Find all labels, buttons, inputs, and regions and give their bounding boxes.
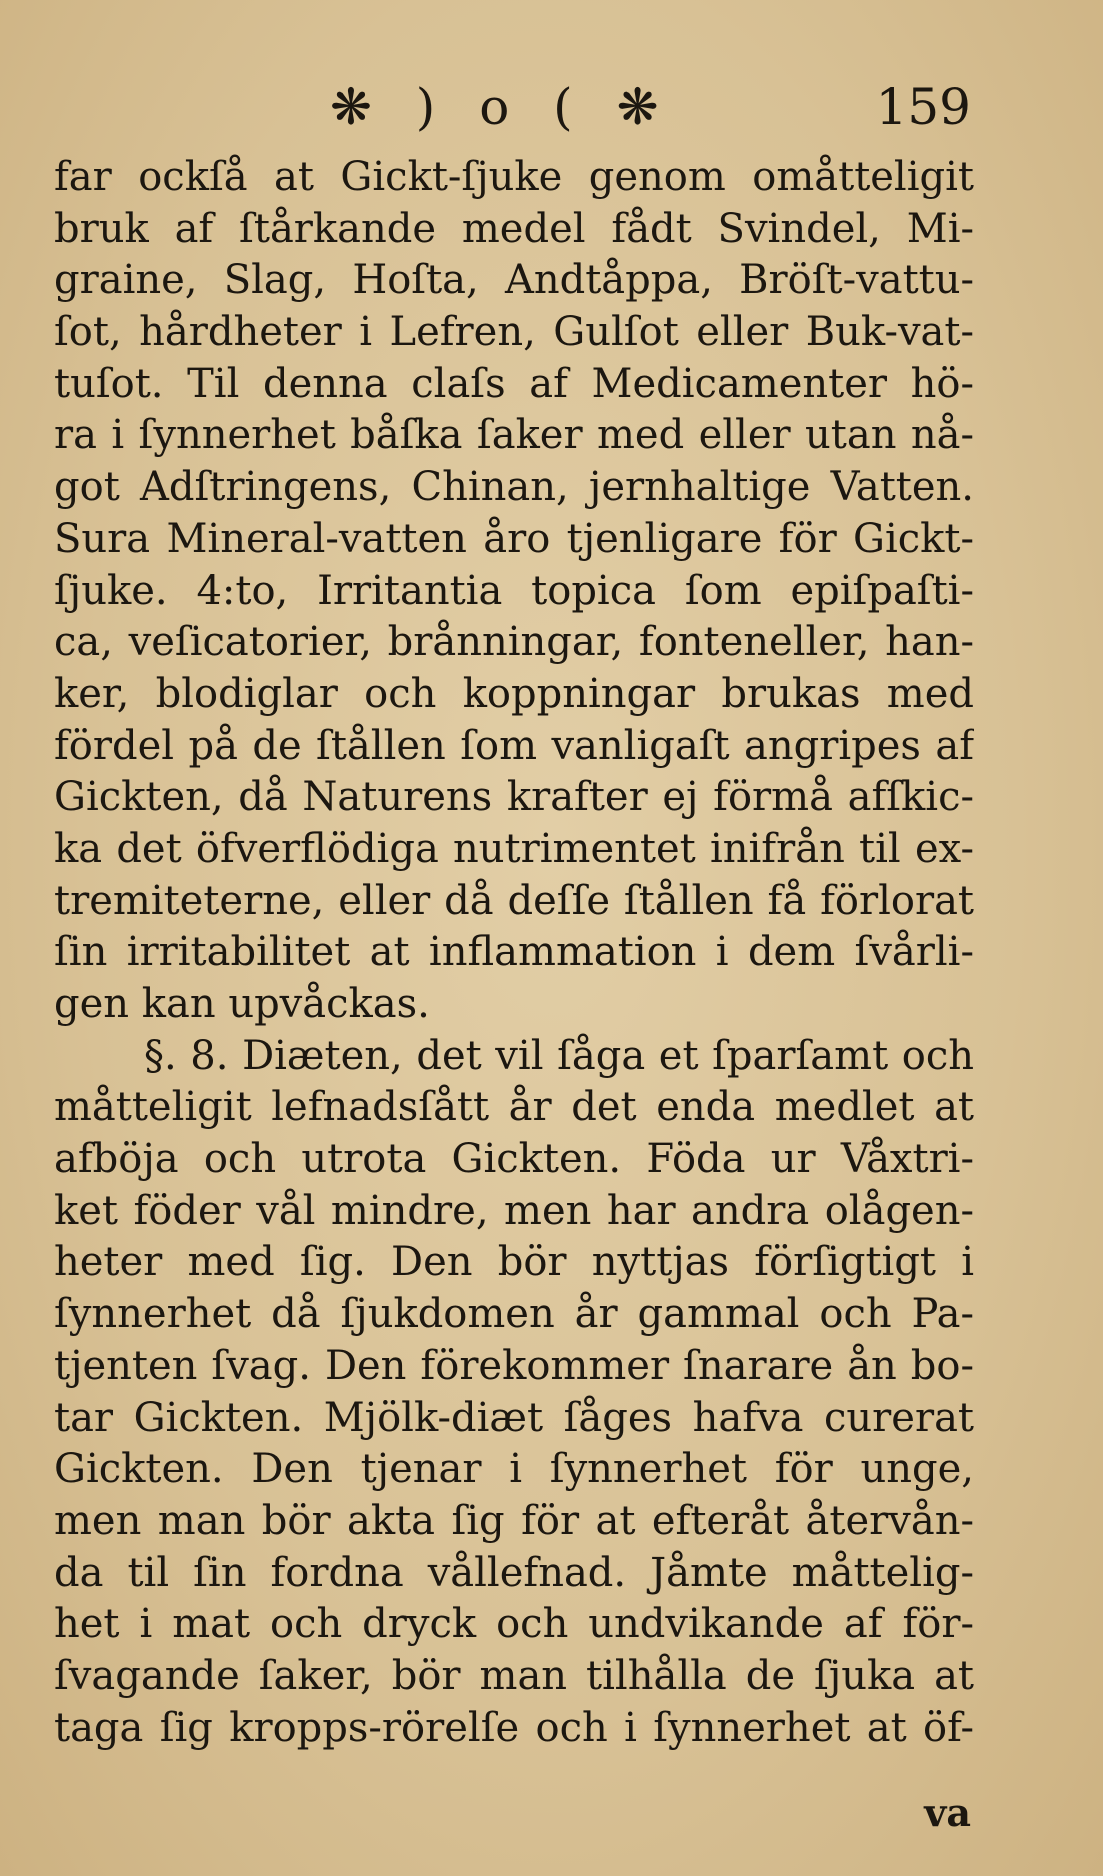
- text-line: far ockſå at Gickt-ſjuke genom omåtteligit: [54, 154, 974, 200]
- text-line: tuſot. Til denna claſs af Medicamenter hö-: [54, 360, 974, 407]
- text-line: ker, blodiglar och koppningar brukas med: [54, 670, 974, 717]
- text-line: ket föder vål mindre, men har andra olågen-: [54, 1187, 974, 1234]
- page-number: 159: [875, 78, 971, 136]
- text-line: ſin irritabilitet at inflammation i dem ſvårli-: [54, 929, 974, 976]
- text-line: men man bör akta ſig för at efteråt återvån-: [54, 1497, 974, 1544]
- text-line: ſjuke. 4:to, Irritantia topica ſom epiſpaſti-: [54, 567, 974, 614]
- text-line: het i mat och dryck och undvikande af för-: [54, 1601, 974, 1648]
- text-line: graine, Slag, Hoſta, Andtåppa, Bröſt-vattu-: [54, 257, 974, 304]
- text-line: ka det öfverflödiga nutrimentet inifrån til ex-: [54, 825, 974, 872]
- text-line: heter med ſig. Den bör nyttjas förſigtigt i: [54, 1239, 974, 1286]
- text-line: da til ſin fordna vållefnad. Jåmte måttelig-: [54, 1549, 974, 1596]
- text-line: ra i ſynnerhet båſka ſaker med eller utan nå-: [54, 412, 974, 459]
- text-line: ſvagande ſaker, bör man tilhålla de ſjuka at: [54, 1652, 974, 1699]
- text-line: ſot, hårdheter i Lefren, Gulſot eller Buk-vat-: [54, 309, 974, 356]
- body-text: [54, 152, 974, 1754]
- text-line: fördel på de ſtållen ſom vanligaſt angripes af: [54, 722, 974, 769]
- text-line: tar Gickten. Mjölk-diæt ſåges hafva curerat: [54, 1394, 974, 1441]
- text-line: tjenten ſvag. Den förekommer ſnarare ån bo-: [54, 1342, 974, 1389]
- text-line: måtteligit lefnadsſått år det enda medlet at: [54, 1084, 974, 1131]
- text-line: taga ſig kropps-rörelſe och i ſynnerhet at öf-: [54, 1704, 974, 1751]
- paragraph-end-line: gen kan upvåckas.: [54, 981, 430, 1027]
- text-line: Gickten. Den tjenar i ſynnerhet för unge,: [54, 1446, 974, 1493]
- catchword: va: [924, 1790, 971, 1835]
- text-line: Gickten, då Naturens krafter ej förmå afſkic-: [54, 774, 974, 821]
- text-line: Sura Mineral-vatten åro tjenligare för Gickt-: [54, 515, 974, 562]
- text-line: bruk af ſtårkande medel fådt Svindel, Mi-: [54, 205, 974, 252]
- header-ornament: ❋ ) o ( ❋: [330, 78, 673, 136]
- text-line: got Adſtringens, Chinan, jernhaltige Vatten.: [54, 464, 974, 511]
- text-line: ca, veſicatorier, brånningar, fonteneller, han-: [54, 619, 974, 666]
- text-line: tremiteterne, eller då deſſe ſtållen få förlorat: [54, 877, 974, 924]
- text-line: afböja och utrota Gickten. Föda ur Våxtri-: [54, 1136, 974, 1183]
- text-line: ſynnerhet då ſjukdomen år gammal och Pa-: [54, 1291, 974, 1338]
- section-start-line: §. 8. Diæten, det vil ſåga et ſparſamt och: [144, 1032, 974, 1079]
- page-header: [0, 78, 1103, 148]
